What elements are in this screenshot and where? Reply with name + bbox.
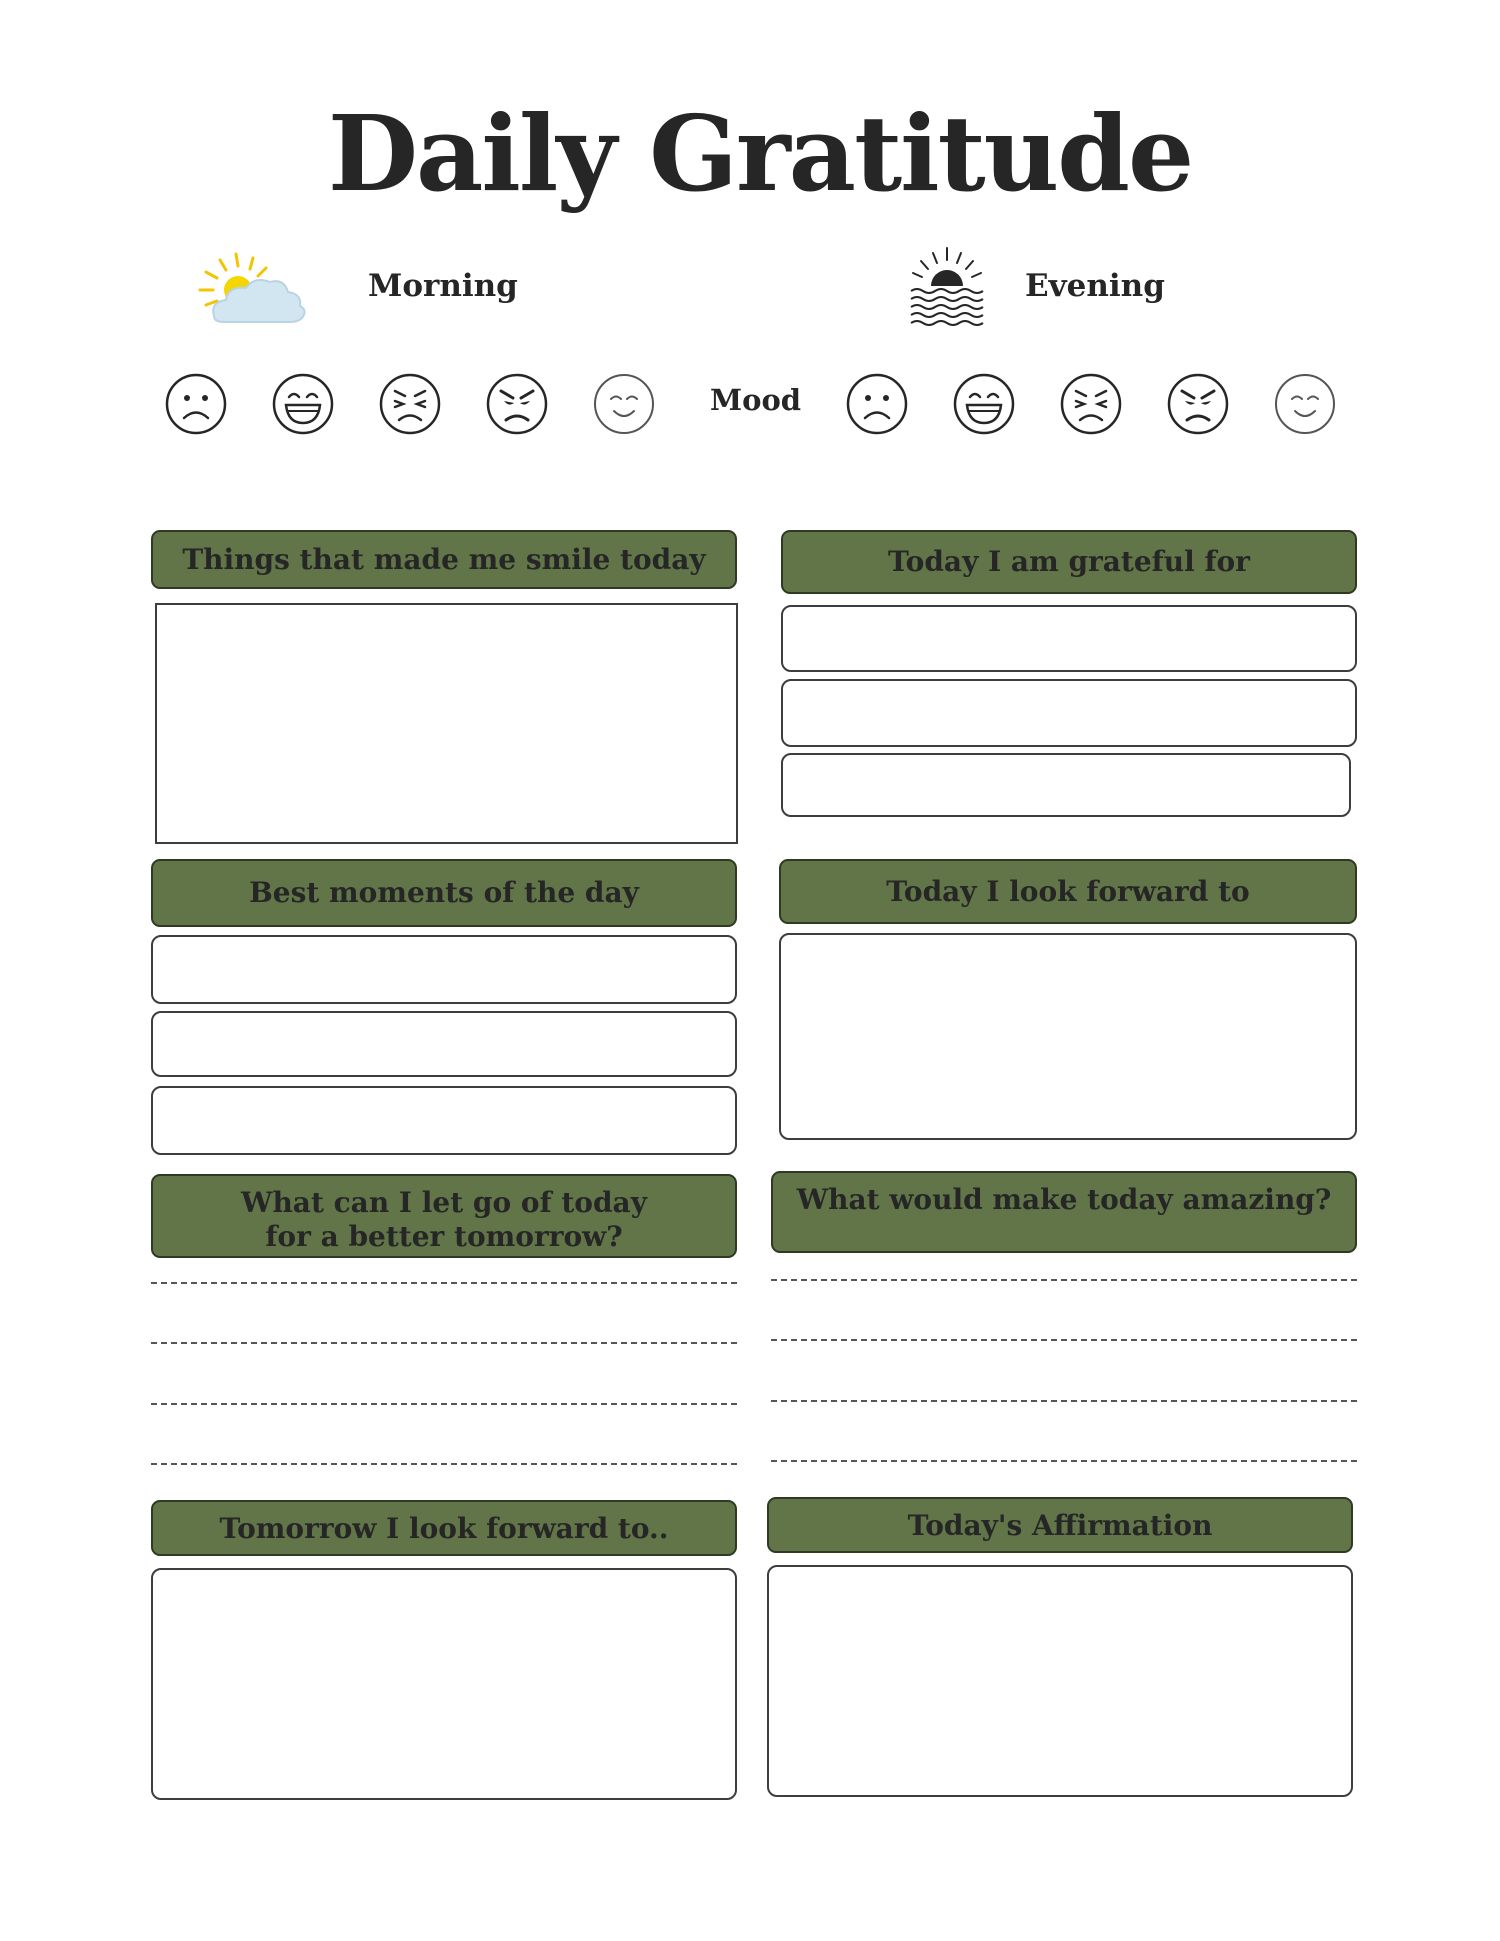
angry-face-icon[interactable]	[486, 373, 548, 435]
angry-face-icon[interactable]	[1167, 373, 1229, 435]
best-moment-line-3[interactable]	[151, 1086, 737, 1155]
best-moments-section-header	[151, 859, 737, 927]
let-go-writing-line-3[interactable]	[151, 1403, 737, 1405]
grateful-section-header	[781, 530, 1357, 594]
forward-today-section-header	[779, 859, 1357, 924]
let-go-title-line1: What can I let go of today	[241, 1186, 647, 1219]
tomorrow-writing-box[interactable]	[151, 1568, 737, 1800]
best-moments-section-title: Best moments of the day	[249, 876, 639, 909]
let-go-title-line2: for a better tomorrow?	[265, 1220, 623, 1253]
affirmation-section-header	[767, 1497, 1353, 1553]
sad-face-icon[interactable]	[165, 373, 227, 435]
affirmation-section-title: Today's Affirmation	[907, 1509, 1213, 1542]
sun-cloud-icon	[198, 250, 313, 325]
amazing-section-header	[771, 1171, 1357, 1253]
amazing-writing-line-2[interactable]	[771, 1339, 1357, 1341]
forward-today-writing-box[interactable]	[779, 933, 1357, 1140]
grateful-line-1[interactable]	[781, 605, 1357, 672]
crying-face-icon[interactable]	[1060, 373, 1122, 435]
sunset-waves-icon	[905, 245, 990, 330]
amazing-section-title: What would make today amazing?	[796, 1183, 1332, 1216]
let-go-writing-line-1[interactable]	[151, 1282, 737, 1284]
amazing-writing-line-4[interactable]	[771, 1460, 1357, 1462]
grateful-line-3[interactable]	[781, 753, 1351, 817]
forward-today-section-title: Today I look forward to	[886, 875, 1250, 908]
amazing-writing-line-1[interactable]	[771, 1279, 1357, 1281]
content-face-icon[interactable]	[593, 373, 655, 435]
best-moment-line-2[interactable]	[151, 1011, 737, 1077]
grateful-line-2[interactable]	[781, 679, 1357, 747]
best-moment-line-1[interactable]	[151, 935, 737, 1004]
let-go-writing-line-2[interactable]	[151, 1342, 737, 1344]
let-go-writing-line-4[interactable]	[151, 1463, 737, 1465]
tomorrow-section-title: Tomorrow I look forward to..	[219, 1512, 669, 1545]
smile-section-header	[151, 530, 737, 589]
grateful-section-title: Today I am grateful for	[888, 545, 1250, 578]
evening-label: Evening	[1025, 268, 1165, 304]
grinning-face-icon[interactable]	[953, 373, 1015, 435]
affirmation-writing-box[interactable]	[767, 1565, 1353, 1797]
grinning-face-icon[interactable]	[272, 373, 334, 435]
let-go-section-header	[151, 1174, 737, 1258]
crying-face-icon[interactable]	[379, 373, 441, 435]
smile-writing-box[interactable]	[155, 603, 738, 844]
tomorrow-section-header	[151, 1500, 737, 1556]
smile-section-title: Things that made me smile today	[182, 543, 706, 576]
amazing-writing-line-3[interactable]	[771, 1400, 1357, 1402]
sad-face-icon[interactable]	[846, 373, 908, 435]
mood-label: Mood	[710, 383, 802, 417]
content-face-icon[interactable]	[1274, 373, 1336, 435]
page-title: Daily Gratitude	[327, 92, 1193, 215]
morning-label: Morning	[368, 268, 518, 304]
